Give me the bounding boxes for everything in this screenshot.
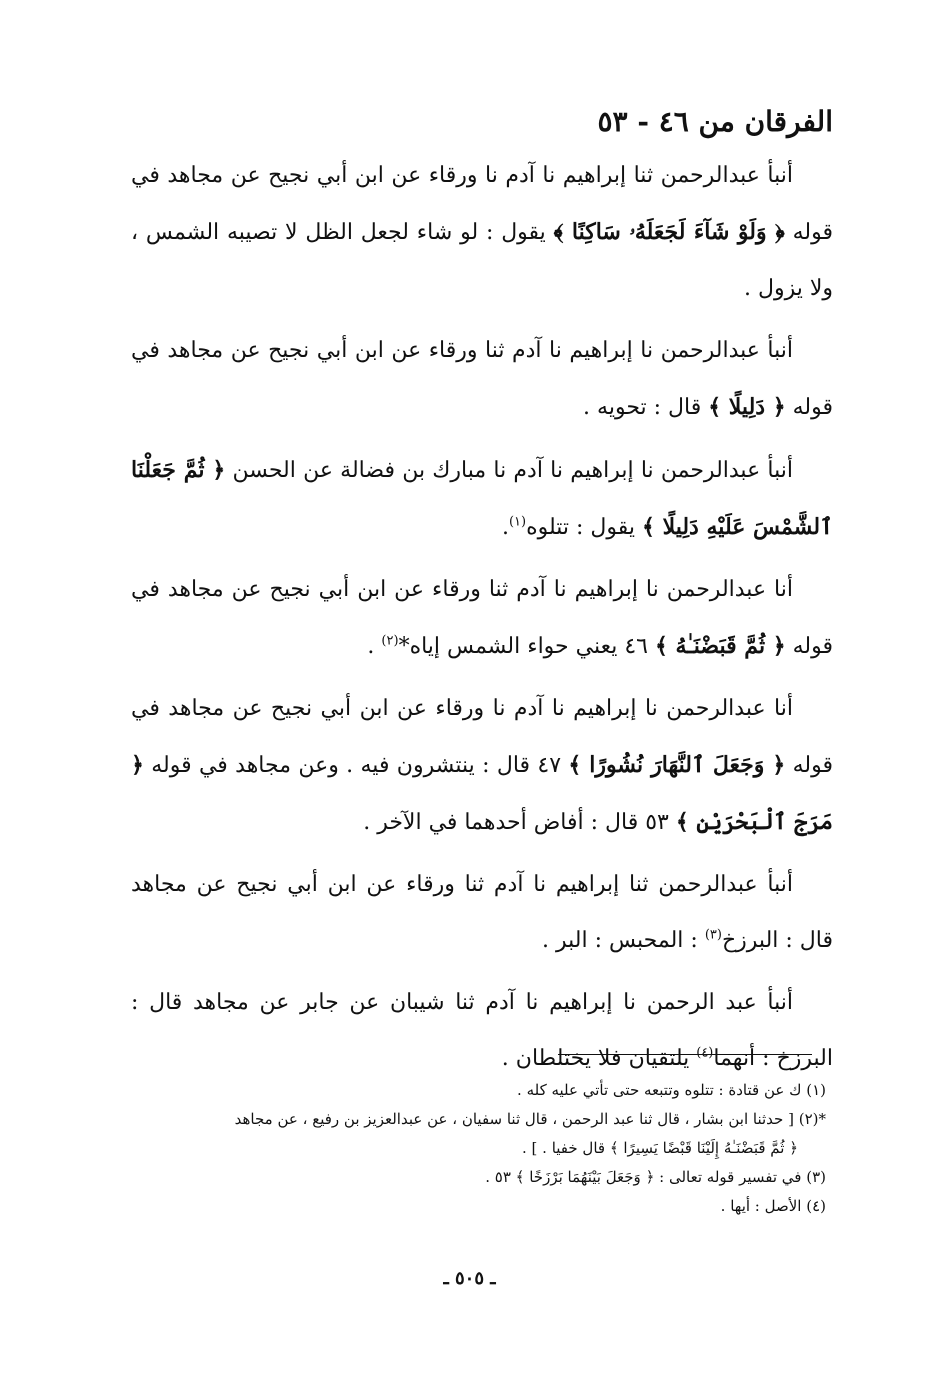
paragraph-1 [131, 148, 833, 317]
quran-verse: ﴿ دَلِيلًا ﴾ [708, 394, 786, 420]
paragraph-text: أنا عبدالرحمن نا إبراهيم نا آدم نا ورقاء عن ابن أبي نجيح عن مجاهد في قوله [131, 696, 833, 778]
paragraph-text: يلتقيان فلا يختلطان . [501, 1046, 697, 1071]
footnote-2: *(٢) [ حدثنا ابن بشار ، قال ثنا عبد الرحمن ، قال ثنا سفيان ، عن عبدالعزيز بن رفيع ، عن مجاهد [234, 1110, 826, 1128]
paragraph-text: ٥٣ قال : أفاض أحدهما في الآخر . [363, 810, 676, 835]
paragraph-text: ٤٦ يعني حواء الشمس إياه* [398, 634, 655, 659]
footnote-3: (٣) في تفسير قوله تعالى : ﴿ وَجَعَلَ بَيْنَهُمَا بَرْزَخًا ﴾ ٥٣ . [485, 1168, 826, 1186]
paragraph-text: : المحبس : البر . [542, 928, 705, 953]
footnotes [126, 1076, 826, 1221]
paragraph-text: . [367, 634, 382, 659]
page-number: ـ ٥٠٥ ـ [443, 1268, 496, 1289]
paragraph-text: يقول : لو شاء لجعل الظل لا تصيبه الشمس ، ولا يزول . [131, 220, 833, 301]
footnote-1: (١) ك عن قتادة : تتلوه وتتبعه حتى تأتي عليه كله . [517, 1081, 826, 1099]
footnote-marker: (٢) [381, 633, 399, 649]
paragraph-text: . [501, 515, 509, 540]
paragraph-text: أنبأ عبدالرحمن ثنا إبراهيم نا آدم ثنا ورقاء عن ابن أبي نجيح عن مجاهد قال : البرزخ [131, 872, 833, 953]
paragraph-3 [131, 442, 833, 556]
paragraph-text: قال : تحويه . [583, 395, 709, 420]
page-title: الفرقان من ٤٦ - ٥٣ [597, 105, 833, 138]
footnote-divider [558, 1054, 812, 1055]
paragraph-4 [131, 562, 833, 675]
paragraph-text: أنبأ عبدالرحمن نا إبراهيم نا آدم ثنا ورقاء عن ابن أبي نجيح عن مجاهد في قوله [131, 338, 833, 420]
paragraph-text: أنبأ عبد الرحمن نا إبراهيم نا آدم ثنا شيبان عن جابر عن مجاهد قال : البرزخ : أنهما [131, 990, 833, 1071]
quran-verse: ﴿ وَلَوْ شَآءَ لَجَعَلَهُۥ سَاكِنًا ﴾ [553, 219, 785, 245]
footnote-marker: (٤) [696, 1045, 714, 1061]
paragraph-5 [131, 681, 833, 851]
quran-verse: ﴿ وَجَعَلَ ٱلنَّهَارَ نُشُورًا ﴾ [568, 752, 786, 778]
footnote-2-continuation: ﴿ ثُمَّ قَبَضْنَـٰهُ إِلَيْنَا قَبْضًا يَسِيرًا ﴾ قال خفيا . ] . [522, 1139, 798, 1157]
paragraph-text: ٤٧ قال : ينتشرون فيه . وعن مجاهد في قوله [143, 753, 569, 778]
quran-verse: ﴿ مَرَجَ ٱلْبَحْرَيْنِ ﴾ [131, 752, 833, 835]
footnote-marker: (٣) [704, 927, 722, 943]
paragraph-text: أنا عبدالرحمن نا إبراهيم نا آدم ثنا ورقاء عن ابن أبي نجيح عن مجاهد في قوله [131, 577, 833, 659]
footnote-4: (٤) الأصل : أيها . [720, 1197, 826, 1215]
paragraph-text: أنبأ عبدالرحمن نا إبراهيم نا آدم نا مبارك بن فضالة عن الحسن [225, 458, 793, 483]
paragraph-text: أنبأ عبدالرحمن ثنا إبراهيم نا آدم نا ورقاء عن ابن أبي نجيح عن مجاهد في قوله [131, 163, 834, 245]
quran-verse: ﴿ ثُمَّ جَعَلْنَا ٱلشَّمْسَ عَلَيْهِ دَلِيلًا ﴾ [131, 457, 833, 540]
quran-verse: ﴿ ثُمَّ قَبَضْنَـٰهُ ﴾ [654, 633, 786, 659]
paragraph-7 [131, 975, 833, 1087]
paragraph-2 [131, 323, 833, 436]
paragraph-6 [131, 857, 833, 969]
footnote-marker: (١) [508, 514, 527, 530]
paragraph-text: يقول : تتلوه [526, 515, 643, 540]
main-text [131, 148, 833, 1093]
